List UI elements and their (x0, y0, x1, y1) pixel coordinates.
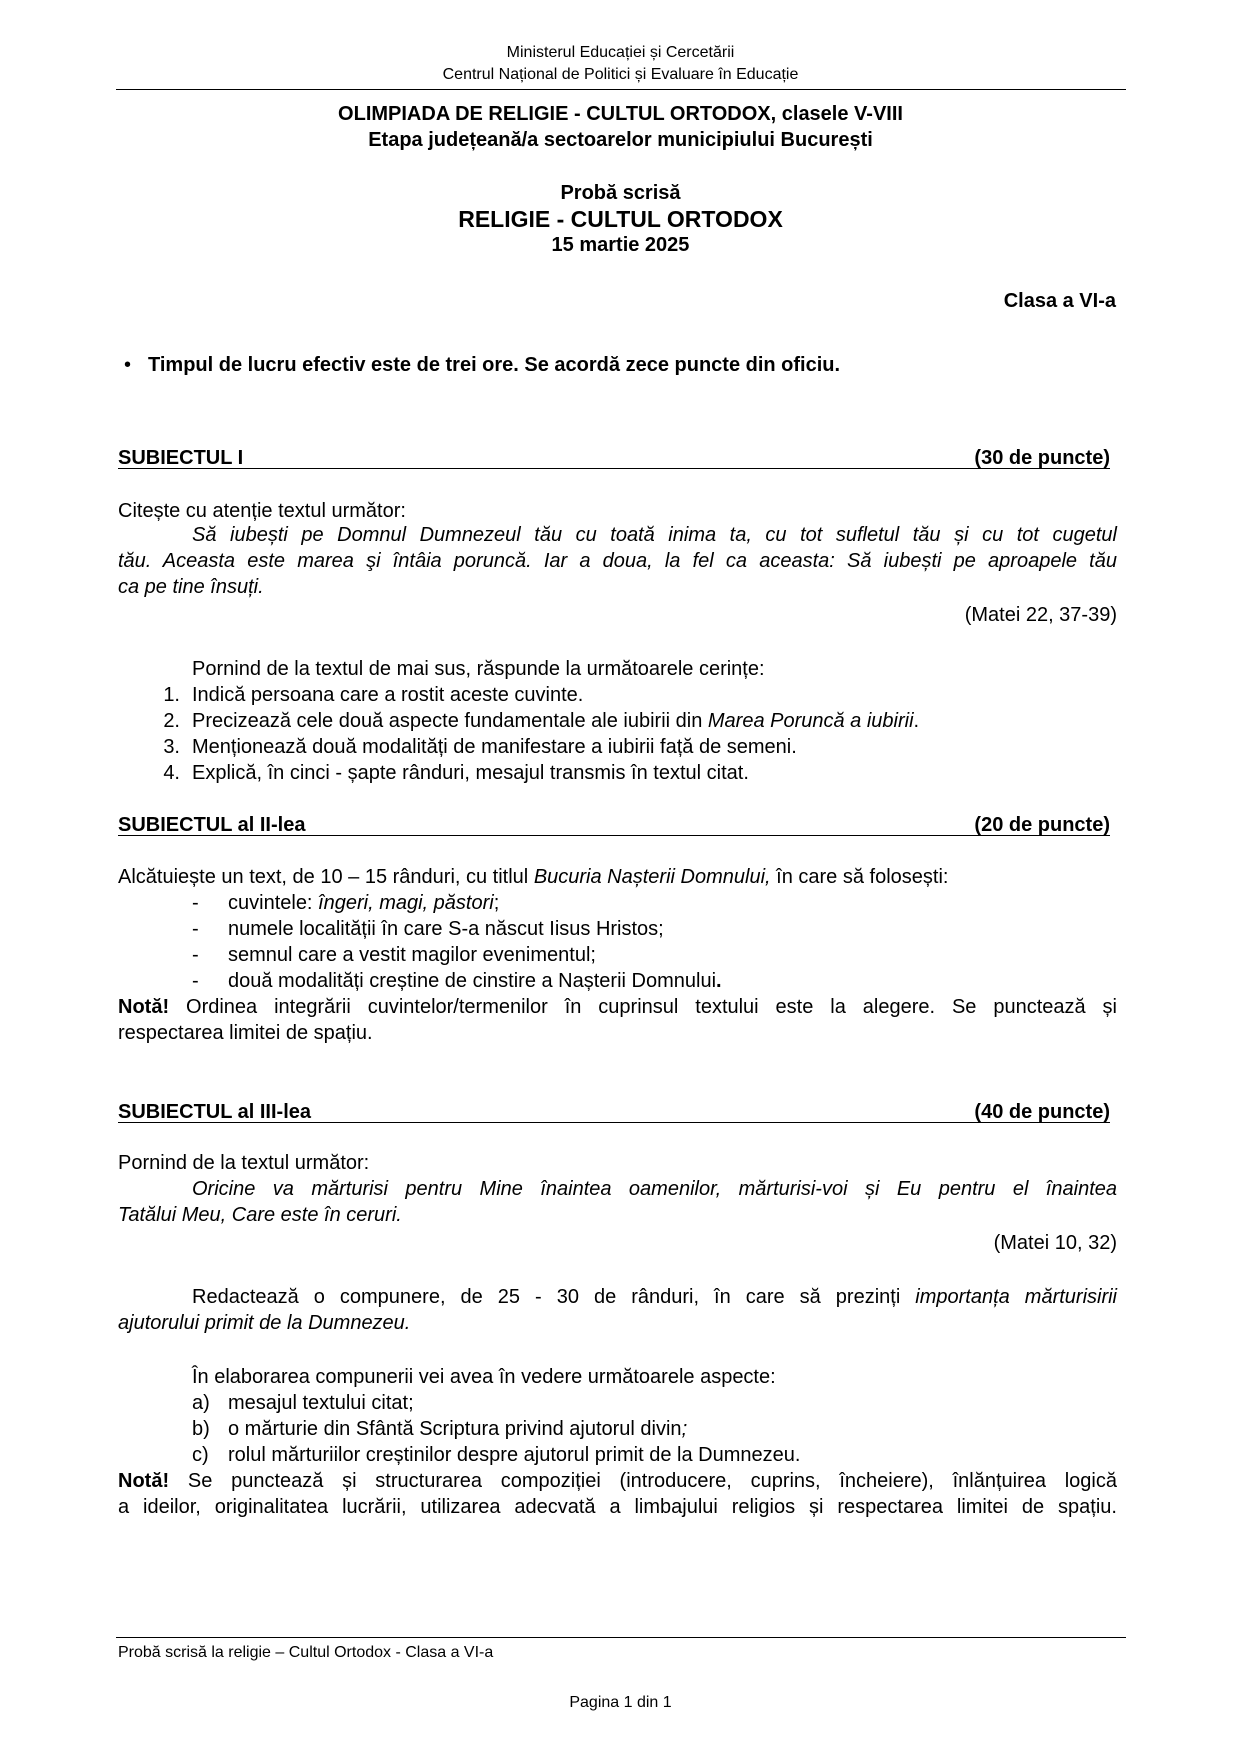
requirement-4 (152, 760, 1112, 786)
header-ministry: Ministerul Educației și Cercetării (506, 44, 735, 61)
exam-date: 15 martie 2025 (551, 234, 690, 256)
subject3-task-line2: ajutorului primit de la Dumnezeu. (118, 1312, 411, 1334)
subject2-note-line2: respectarea limitei de spațiu. (118, 1022, 373, 1044)
req-text: Precizează cele două aspecte fundamentale ale iubirii din Marea Poruncă a iubirii. (192, 710, 920, 732)
bullet-icon: • (124, 354, 132, 376)
subject3-note-line1: Notă! Se punctează și structurarea compoziției (introducere, cuprins, încheiere), înlănțuirea logică (118, 1470, 1117, 1492)
olympiad-title: OLIMPIADA DE RELIGIE - CULTUL ORTODOX, clasele V-VIII (338, 103, 903, 125)
subject1-requirements (152, 682, 1112, 786)
subject3-quote-line2: Tatălui Meu, Care este în ceruri. (118, 1204, 402, 1226)
subject-title: RELIGIE - CULTUL ORTODOX (458, 206, 783, 232)
requirement-2 (152, 708, 1112, 734)
subject1-quote-line2: tău. Aceasta este marea şi întâia poruncă. Iar a doua, la fel ca aceasta: Să iubești pe aproapele tău (118, 550, 1117, 572)
subject1-quote-line3: ca pe tine însuți. (118, 576, 264, 598)
req-text: Menționează două modalități de manifestare a iubirii față de semeni. (192, 736, 797, 758)
req-text: Explică, în cinci - șapte rânduri, mesajul transmis în textul citat. (192, 762, 749, 784)
subject2-item-4: - două modalități creștine de cinstire a Nașterii Domnului. (192, 970, 722, 992)
subject3-aspects (192, 1390, 1112, 1468)
stage-title: Etapa județeană/a sectoarelor municipiului București (368, 129, 873, 151)
grade-label: Clasa a VI-a (1003, 290, 1116, 312)
subject1-source: (Matei 22, 37-39) (964, 604, 1117, 626)
header-rule (116, 89, 1126, 90)
subject3-quote-line1: Oricine va mărturisi pentru Mine înaintea oamenilor, mărturisi-voi și Eu pentru el înaintea (192, 1178, 1117, 1200)
subject3-underline (118, 1122, 1110, 1123)
subject2-heading: SUBIECTUL al II-lea (118, 814, 306, 836)
subject3-intro: Pornind de la textul următor: (118, 1152, 370, 1174)
requirement-3 (152, 734, 1112, 760)
subject1-quote-line1: Să iubești pe Domnul Dumnezeul tău cu toată inima ta, cu tot sufletul tău și cu tot cugetul (192, 524, 1117, 546)
subject2-note-line1: Notă! Ordinea integrării cuvintelor/termenilor în cuprinsul textului este la alegere. Se punctează și (118, 996, 1117, 1018)
subject2-item-3: - semnul care a vestit magilor evenimentul; (192, 944, 596, 966)
req-number: 3. (163, 736, 180, 758)
footer-rule (116, 1637, 1126, 1638)
aspect-c: c) rolul mărturiilor creștinilor despre ajutorul primit de la Dumnezeu. (192, 1444, 801, 1466)
subject3-task-line1: Redactează o compunere, de 25 - 30 de rânduri, în care să prezinți importanța mărturisirii (192, 1286, 1118, 1308)
subject3-heading: SUBIECTUL al III-lea (118, 1101, 312, 1123)
requirement-1 (152, 682, 1112, 708)
subject2-underline (118, 835, 1110, 836)
subject3-points: (40 de puncte) (974, 1101, 1110, 1123)
subject2-item-1: - cuvintele: îngeri, magi, păstori; (192, 892, 500, 914)
subject1-intro: Citește cu atenție textul următor: (118, 500, 406, 522)
req-number: 2. (163, 710, 180, 732)
subject2-items (192, 890, 1112, 994)
subject1-points: (30 de puncte) (974, 447, 1110, 469)
aspect-a: a) mesajul textului citat; (192, 1392, 414, 1414)
subject2-points: (20 de puncte) (974, 814, 1110, 836)
test-type: Probă scrisă (560, 182, 681, 204)
footer-text: Probă scrisă la religie – Cultul Ortodox - Clasa a VI-a (118, 1644, 494, 1661)
subject2-item-2: - numele localității în care S-a născut Iisus Hristos; (192, 918, 664, 940)
aspect-b: b) o mărturie din Sfântă Scriptura privind ajutorul divin; (192, 1418, 688, 1440)
instruction-time: Timpul de lucru efectiv este de trei ore. Se acordă zece puncte din oficiu. (148, 354, 841, 376)
subject1-heading: SUBIECTUL I (118, 447, 244, 469)
req-number: 1. (163, 684, 180, 706)
req-number: 4. (163, 762, 180, 784)
subject1-task-intro: Pornind de la textul de mai sus, răspunde la următoarele cerințe: (192, 658, 765, 680)
subject2-intro: Alcătuiește un text, de 10 – 15 rânduri, cu titlul Bucuria Nașterii Domnului, în care să folosești: (118, 866, 949, 888)
subject3-note-line2: a ideilor, originalitatea lucrării, utilizarea adecvată a limbajului religios și respectarea limitei de spațiu. (118, 1496, 1117, 1518)
page-number: Pagina 1 din 1 (569, 1694, 672, 1711)
subject1-underline (118, 468, 1110, 469)
subject3-source: (Matei 10, 32) (993, 1232, 1117, 1254)
subject3-aspects-intro: În elaborarea compunerii vei avea în vedere următoarele aspecte: (192, 1366, 776, 1388)
header-center: Centrul Național de Politici și Evaluare în Educație (442, 66, 799, 83)
req-text: Indică persoana care a rostit aceste cuvinte. (192, 684, 584, 706)
